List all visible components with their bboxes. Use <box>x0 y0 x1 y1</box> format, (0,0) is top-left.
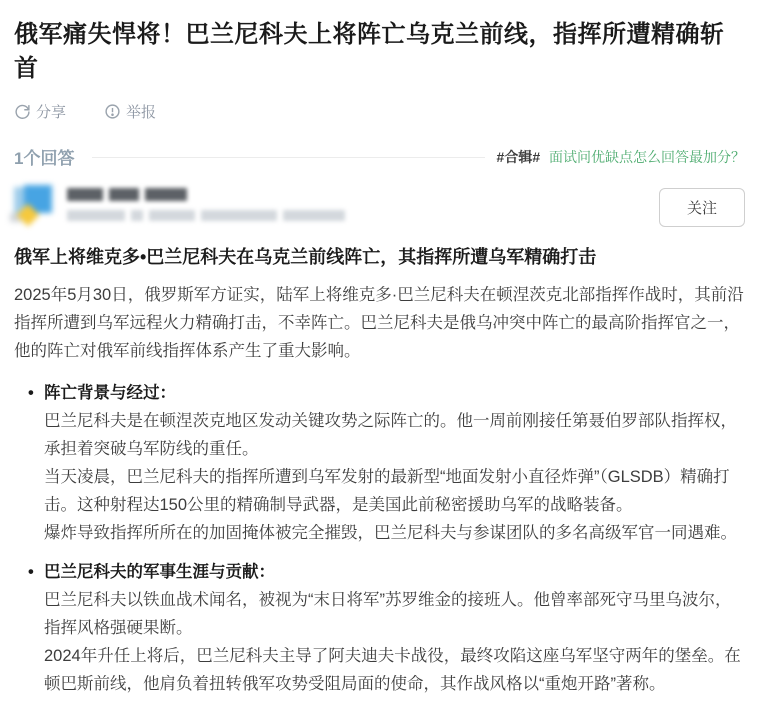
section-paragraph: 巴兰尼科夫以铁血战术闻名，被视为“末日将军”苏罗维金的接班人。他曾率部死守马里乌波尔，指挥风格强硬果断。 <box>44 591 732 637</box>
section-paragraph: 巴兰尼科夫是在顿涅茨克地区发动关键攻势之际阵亡的。他一周前刚接任第聂伯罗部队指挥权，承担着突破乌军防线的重任。 <box>44 412 737 458</box>
section-heading: 巴兰尼科夫的军事生涯与贡献： <box>44 563 275 581</box>
collection-promo <box>497 147 745 167</box>
list-item <box>44 379 745 547</box>
list-item <box>44 558 745 698</box>
report-label: 举报 <box>126 104 157 121</box>
question-actions <box>14 101 745 122</box>
answers-bar <box>14 144 745 169</box>
author-info[interactable] <box>67 185 659 221</box>
collection-link[interactable]: 面试问优缺点怎么回答最加分？ <box>549 148 745 165</box>
author-name-redacted <box>67 188 659 201</box>
share-icon <box>14 103 31 120</box>
collection-tag: #合辑# <box>496 148 541 165</box>
share-button[interactable] <box>14 101 66 122</box>
section-paragraph: 当天凌晨，巴兰尼科夫的指挥所遭到乌军发射的最新型“地面发射小直径炸弹”（GLSDB）精确打击。这种射程达150公里的精确制导武器，是美国此前秘密援助乌军的战略装备。 <box>44 468 730 514</box>
answer-sections <box>14 379 745 698</box>
divider-rule <box>92 157 484 158</box>
answers-count: 1个回答 <box>14 149 75 168</box>
question-title: 俄军痛失悍将！巴兰尼科夫上将阵亡乌克兰前线，指挥所遭精确斩首 <box>14 21 725 82</box>
answer-title: 俄军上将维克多•巴兰尼科夫在乌克兰前线阵亡，其指挥所遭乌军精确打击 <box>14 247 597 267</box>
share-label: 分享 <box>36 104 67 121</box>
author-bio-redacted <box>67 210 659 221</box>
section-paragraph: 爆炸导致指挥所所在的加固掩体被完全摧毁，巴兰尼科夫与参谋团队的多名高级军官一同遇难。 <box>44 524 737 542</box>
section-paragraph: 2024年升任上将后，巴兰尼科夫主导了阿夫迪夫卡战役，最终攻陷这座乌军坚守两年的堡垒。在顿巴斯前线，他肩负着扭转俄军攻势受阻局面的使命，其作战风格以“重炮开路”著称。 <box>44 647 741 693</box>
answer-header <box>14 185 745 227</box>
section-heading: 阵亡背景与经过： <box>44 384 176 402</box>
report-button[interactable] <box>104 101 156 122</box>
answer-intro: 2025年5月30日，俄罗斯军方证实，陆军上将维克多·巴兰尼科夫在顿涅茨克北部指挥作战时，其前沿指挥所遭到乌军远程火力精确打击，不幸阵亡。巴兰尼科夫是俄乌冲突中阵亡的最高阶指挥官之一，他的阵亡对俄军前线指挥体系产生了重大影响。 <box>14 286 744 360</box>
report-icon <box>104 103 121 120</box>
avatar[interactable] <box>14 185 54 225</box>
follow-button[interactable]: 关注 <box>659 188 745 227</box>
